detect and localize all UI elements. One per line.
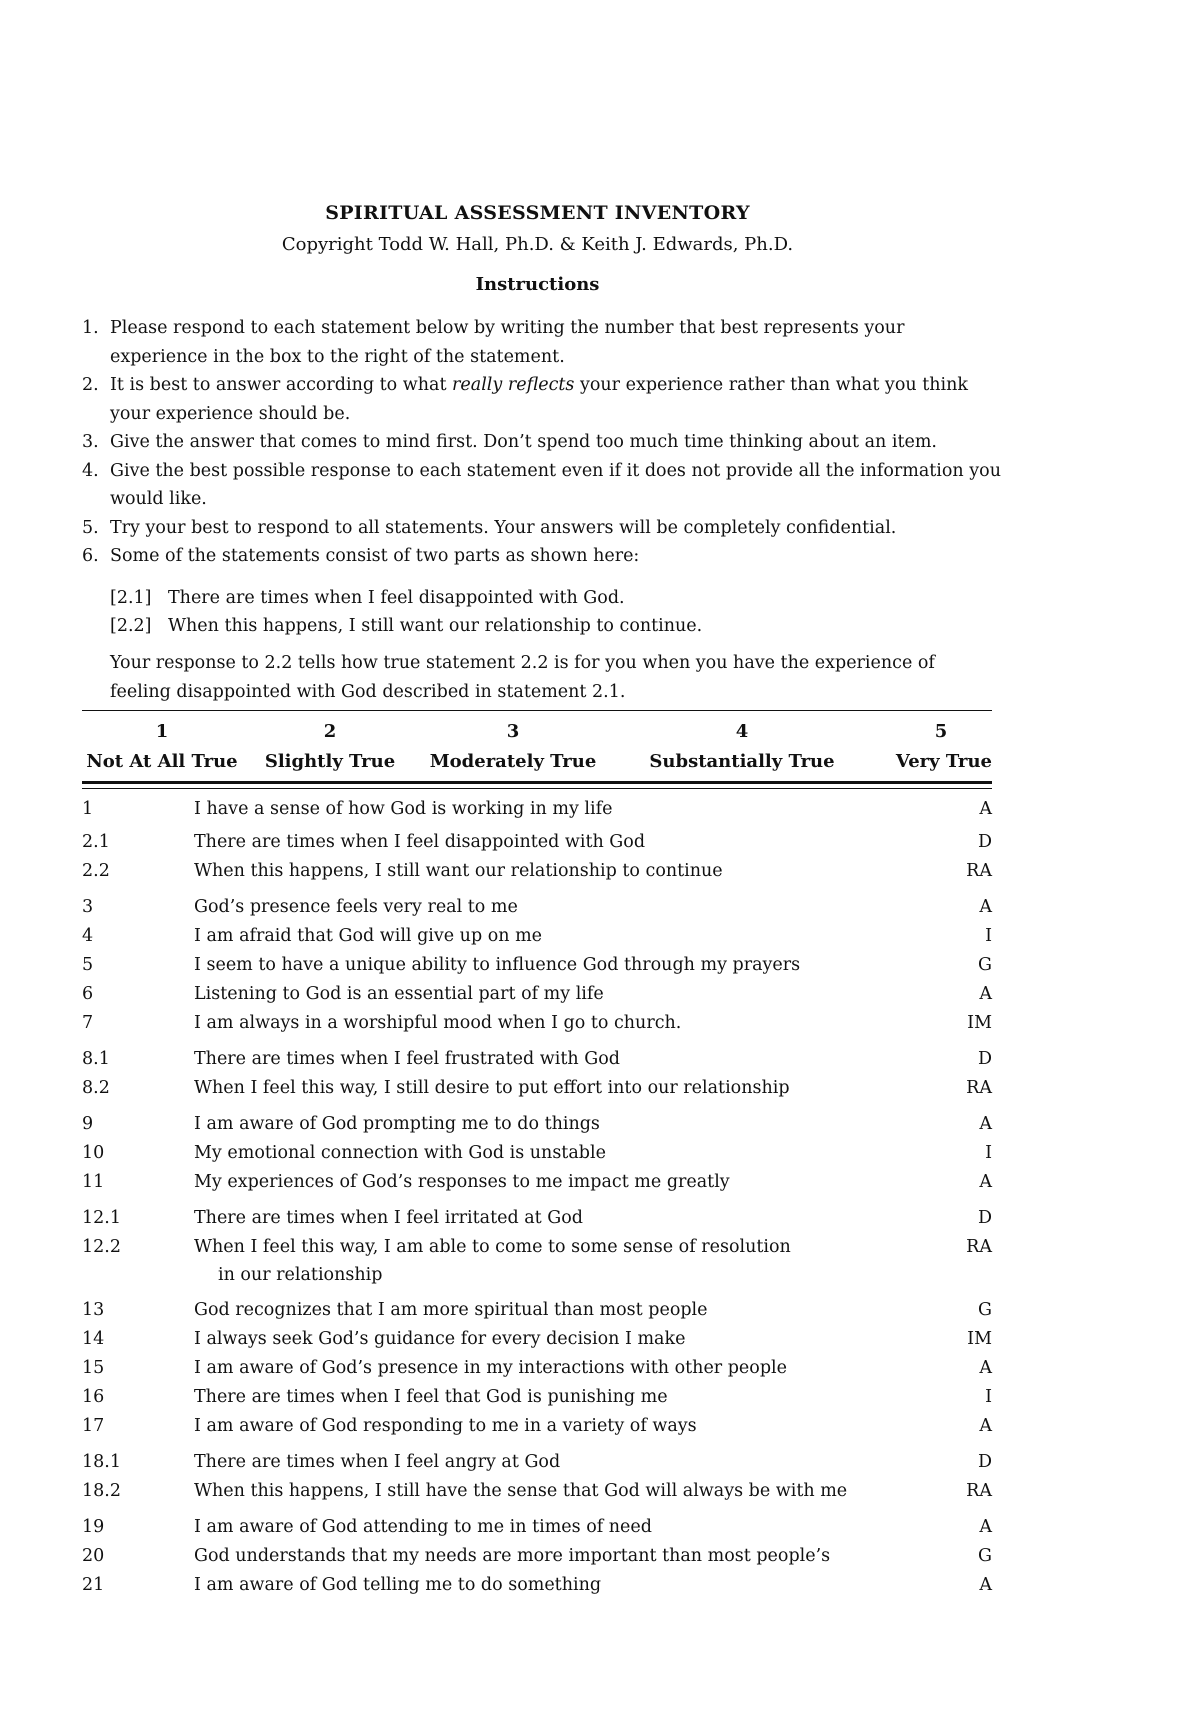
subscale-code: D xyxy=(977,1452,992,1472)
statement-number: 11 xyxy=(82,1172,105,1192)
subscale-code: G xyxy=(978,1546,992,1566)
statement-text xyxy=(194,1412,874,1440)
statement-number: 18.1 xyxy=(82,1452,121,1472)
statement-text-line: When this happens, I still want our relationship to continue xyxy=(194,861,723,881)
statement-number: 12.1 xyxy=(82,1208,121,1228)
instructions-heading: Instructions xyxy=(475,274,600,295)
statement-text-line: God’s presence feels very real to me xyxy=(194,897,518,917)
subscale-code: RA xyxy=(966,1237,992,1257)
statement-text xyxy=(194,1325,874,1353)
statement-text xyxy=(194,1233,874,1289)
statement-text xyxy=(194,1139,874,1167)
subscale-code: RA xyxy=(966,1481,992,1501)
statement-text-line: God recognizes that I am more spiritual than most people xyxy=(194,1300,708,1320)
subscale-code: RA xyxy=(966,861,992,881)
document-title: SPIRITUAL ASSESSMENT INVENTORY xyxy=(325,202,750,224)
example-statements xyxy=(110,584,702,640)
statement-text-line: I am aware of God prompting me to do things xyxy=(194,1114,600,1134)
statement-text xyxy=(194,980,874,1008)
statement-text-line: There are times when I feel disappointed with God xyxy=(194,832,646,852)
statement-number: 7 xyxy=(82,1013,94,1033)
subscale-code: D xyxy=(977,1208,992,1228)
statement-number: 8.2 xyxy=(82,1078,110,1098)
statement-text xyxy=(194,1383,874,1411)
statement-text xyxy=(194,1009,874,1037)
scale-option: 4 Substantially True xyxy=(649,721,835,772)
subscale-code: I xyxy=(985,1387,992,1407)
subscale-code: D xyxy=(977,1049,992,1069)
statement-number: 12.2 xyxy=(82,1237,121,1257)
statement-text-line: I always seek God’s guidance for every decision I make xyxy=(194,1329,686,1349)
statement-text xyxy=(194,893,874,921)
subscale-code: RA xyxy=(966,1078,992,1098)
statement-number: 14 xyxy=(82,1329,105,1349)
statement-text-line: There are times when I feel frustrated with God xyxy=(194,1049,620,1069)
statement-text xyxy=(194,1168,874,1196)
statement-number: 21 xyxy=(82,1575,105,1595)
statement-continuation: in our relationship xyxy=(218,1265,383,1285)
instruction-item: 2. It is best to answer according to what really reflects your experience rather than what you think your experience should be. xyxy=(82,375,968,424)
statement-text-line: I am aware of God telling me to do something xyxy=(194,1575,602,1595)
subscale-code: IM xyxy=(967,1329,992,1349)
instruction-item: 5. Try your best to respond to all statements. Your answers will be completely confidential. xyxy=(82,517,897,538)
scale-option: 1 Not At All True xyxy=(86,721,238,772)
statement-number: 17 xyxy=(82,1416,105,1436)
statement-text-line: There are times when I feel that God is punishing me xyxy=(194,1387,668,1407)
statement-text xyxy=(194,828,874,856)
statement-text xyxy=(194,1448,874,1476)
instructions-list xyxy=(82,314,1002,571)
subscale-code: A xyxy=(979,1575,992,1595)
subscale-code: I xyxy=(985,1143,992,1163)
subscale-code: A xyxy=(979,1114,992,1134)
subscale-code: A xyxy=(979,1517,992,1537)
statement-text-line: There are times when I feel angry at God xyxy=(194,1452,561,1472)
statement-number: 2.2 xyxy=(82,861,110,881)
statement-number: 18.2 xyxy=(82,1481,121,1501)
statement-text xyxy=(194,857,874,885)
scale-option: 5 Very True xyxy=(895,721,992,772)
subscale-code: G xyxy=(978,955,992,975)
statement-text-line: My emotional connection with God is unstable xyxy=(194,1143,606,1163)
statement-text xyxy=(194,922,874,950)
scale-option: 2 Slightly True xyxy=(264,721,396,772)
statement-text-line: I am aware of God’s presence in my interactions with other people xyxy=(194,1358,787,1378)
instruction-item: 6. Some of the statements consist of two parts as shown here: xyxy=(82,546,640,566)
instruction-item: 3. Give the answer that comes to mind first. Don’t spend too much time thinking about an item. xyxy=(82,432,937,452)
scale-option: 3 Moderately True xyxy=(429,721,597,772)
statement-text xyxy=(194,1110,874,1138)
subscale-code: G xyxy=(978,1300,992,1320)
subscale-code: A xyxy=(979,1416,992,1436)
statement-text xyxy=(194,1074,874,1102)
statement-text-line: I am aware of God attending to me in times of need xyxy=(194,1517,652,1537)
statement-text xyxy=(194,951,874,979)
statement-number: 9 xyxy=(82,1114,94,1134)
subscale-code: IM xyxy=(967,1013,992,1033)
statement-number: 19 xyxy=(82,1517,105,1537)
statement-number: 10 xyxy=(82,1143,105,1163)
statement-text-line: I am aware of God responding to me in a variety of ways xyxy=(194,1416,697,1436)
emphasis-text: really reflects xyxy=(452,375,575,395)
statement-text xyxy=(194,1204,874,1232)
divider xyxy=(82,788,992,789)
statement-number: 3 xyxy=(82,897,94,917)
statement-number: 1 xyxy=(82,799,94,819)
statement-text-line: I am always in a worshipful mood when I go to church. xyxy=(194,1013,682,1033)
statement-text-line: When I feel this way, I still desire to put effort into our relationship xyxy=(194,1078,790,1098)
statement-text xyxy=(194,1045,874,1073)
statement-text xyxy=(194,1542,874,1570)
subscale-code: I xyxy=(985,926,992,946)
statement-number: 4 xyxy=(82,926,94,946)
statement-number: 6 xyxy=(82,984,94,1004)
statement-number: 20 xyxy=(82,1546,105,1566)
statement-text xyxy=(194,1477,874,1505)
example-explanation: Your response to 2.2 tells how true statement 2.2 is for you when you have the experience of feeling disappointed with God described in statement 2.1. xyxy=(110,653,935,702)
example-line: [2.1] There are times when I feel disappointed with God. xyxy=(110,588,625,608)
statement-text-line: I seem to have a unique ability to influence God through my prayers xyxy=(194,955,801,975)
statement-number: 5 xyxy=(82,955,94,975)
statement-number: 2.1 xyxy=(82,832,110,852)
subscale-code: A xyxy=(979,1172,992,1192)
statement-text xyxy=(194,1513,874,1541)
subscale-code: A xyxy=(979,799,992,819)
statement-text xyxy=(194,795,874,823)
subscale-code: A xyxy=(979,1358,992,1378)
statement-number: 13 xyxy=(82,1300,105,1320)
subscale-code: A xyxy=(979,984,992,1004)
instruction-item: 4. Give the best possible response to each statement even if it does not provide all the information you would like. xyxy=(82,460,1001,509)
subscale-code: A xyxy=(979,897,992,917)
statement-text-line: My experiences of God’s responses to me impact me greatly xyxy=(194,1172,730,1192)
statement-text-line: I have a sense of how God is working in my life xyxy=(194,799,613,819)
example-line: [2.2] When this happens, I still want our relationship to continue. xyxy=(110,616,703,636)
statement-text xyxy=(194,1354,874,1382)
statement-text xyxy=(194,1571,874,1599)
statement-number: 8.1 xyxy=(82,1049,110,1069)
statement-text-line: When this happens, I still have the sense that God will always be with me xyxy=(194,1481,848,1501)
statement-number: 16 xyxy=(82,1387,105,1407)
statement-text-line: When I feel this way, I am able to come to some sense of resolution xyxy=(194,1237,791,1257)
response-scale xyxy=(82,710,992,784)
statement-text xyxy=(194,1296,874,1324)
statement-number: 15 xyxy=(82,1358,105,1378)
subscale-code: D xyxy=(977,832,992,852)
statement-text-line: God understands that my needs are more important than most people’s xyxy=(194,1546,831,1566)
instruction-item: 1. Please respond to each statement below by writing the number that best represents your experience in the box to the right of the statement. xyxy=(82,318,905,367)
statement-text-line: There are times when I feel irritated at God xyxy=(194,1208,583,1228)
copyright-line: Copyright Todd W. Hall, Ph.D. & Keith J. Edwards, Ph.D. xyxy=(281,234,794,255)
statement-text-line: I am afraid that God will give up on me xyxy=(194,926,543,946)
statement-text-line: Listening to God is an essential part of my life xyxy=(194,984,604,1004)
